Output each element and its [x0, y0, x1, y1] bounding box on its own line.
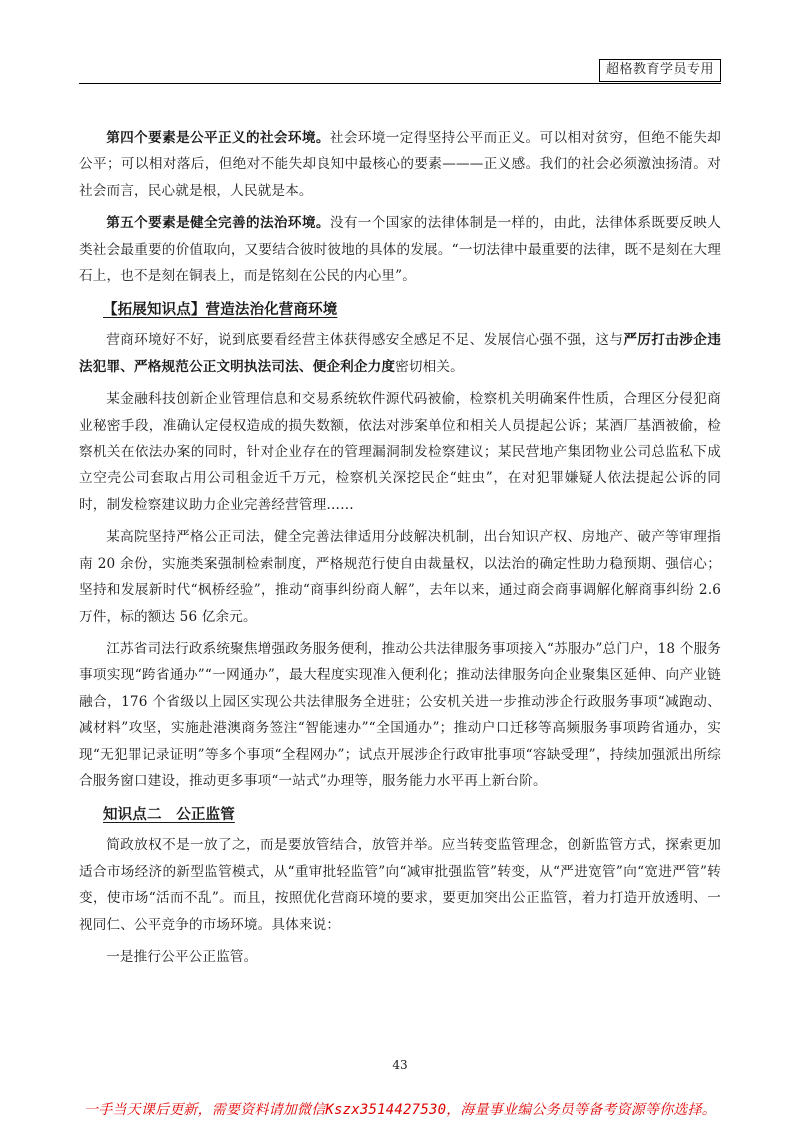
header-tag: 超格教育学员专用: [599, 59, 721, 82]
paragraph-lead: 第四个要素是公平正义的社会环境。: [106, 130, 330, 146]
paragraph-text: 密切相关。: [395, 358, 464, 375]
footer-notice: 一手当天课后更新，需要资料请加微信Kszx3514427530，海量事业编公务员等备考资源等你选择。: [84, 1102, 716, 1118]
paragraph-fourth-element: [79, 125, 721, 204]
section-heading-fair-supervision: 知识点二 公正监管: [103, 806, 235, 824]
page-number: 43: [392, 1058, 408, 1072]
paragraph-text: 营商环境好不好，说到底要看经营主体获得感安全感足不足、发展信心强不强，这与: [106, 332, 624, 349]
paragraph-business-environment: [79, 327, 721, 380]
paragraph-first-point: 一是推行公平公正监管。: [106, 948, 258, 965]
paragraph-text: 社会环境一定得坚持公平而正义。可以相对贫穷，但绝不能失却公平；可以相对落后，但绝对不能失却良知中最核心的要素———正义感。我们的社会必须激浊扬清。对社会而言，民心就是根，人民就是本。: [79, 130, 721, 199]
paragraph-high-court: 某高院坚持严格公正司法，健全完善法律适用分歧解决机制，出台知识产权、房地产、破产等审理指南 20 余份，实施类案强制检索制度，严格规范行使自由裁量权，以法治的确定性助力稳预期、强信心；坚持和发展新时代“枫桥经验”，推动“商事纠纷商人解”，去年以来，通过商会商事调解化解商事纠纷 2.6 万件，标的额达 56 亿余元。: [79, 529, 721, 625]
header-divider: [79, 83, 721, 84]
paragraph-procuratorate-cases: 某金融科技创新企业管理信息和交易系统软件源代码被偷，检察机关明确案件性质，合理区分侵犯商业秘密手段，准确认定侵权造成的损失数额，依法对涉案单位和相关人员提起公诉；某酒厂基酒被偷，检察机关在依法办案的同时，针对企业存在的管理漏洞制发检察建议；某民营地产集团物业公司总监私下成立空壳公司套取占用公司租金近千万元，检察机关深挖民企“蛀虫”，在对犯罪嫌疑人依法提起公诉的同时，制发检察建议助力企业完善经营管理……: [79, 391, 721, 513]
section-heading-extended: 【拓展知识点】营造法治化营商环境: [103, 301, 338, 319]
paragraph-fifth-element: [79, 210, 721, 289]
paragraph-emphasis: 严厉打击涉企违法犯罪、严格规范公正文明执法司法、便企利企力度: [79, 332, 721, 375]
document-body: [79, 125, 721, 976]
paragraph-text: 没有一个国家的法律体制是一样的，由此，法律体系既要反映人类社会最重要的价值取向，又要结合彼时彼地的具体的发展。“一切法律中最重要的法律，既不是刻在大理石上，也不是刻在铜表上，而是铭刻在公民的内心里”。: [79, 215, 721, 285]
paragraph-supervision: 简政放权不是一放了之，而是要放管结合，放管并举。应当转变监管理念，创新监管方式，探索更加适合市场经济的新型监管模式，从“重审批轻监管”向“减审批强监管”转变，从“严进宽管”向“宽进严管”转变，使市场“活而不乱”。而且，按照优化营商环境的要求，要更加突出公正监管，着力打造开放透明、一视同仁、公平竞争的市场环境。具体来说：: [79, 837, 721, 933]
paragraph-jiangsu-justice: 江苏省司法行政系统聚焦增强政务服务便利，推动公共法律服务事项接入“苏服办”总门户，18 个服务事项实现“跨省通办”“一网通办”，最大程度实现准入便利化；推动法律服务向企业聚集区延伸、向产业链融合，176 个省级以上园区实现公共法律服务全进驻；公安机关进一步推动涉企行政服务事项“减跑动、减材料”攻坚，实施赴港澳商务签注“智能速办”“全国通办”；推动户口迁移等高频服务事项跨省通办，实现“无犯罪记录证明”等多个事项“全程网办”；试点开展涉企行政审批事项“容缺受理”，持续加强派出所综合服务窗口建设，推动更多事项“一站式”办理等，服务能力水平再上新台阶。: [79, 640, 721, 789]
paragraph-lead: 第五个要素是健全完善的法治环境。: [106, 215, 330, 232]
